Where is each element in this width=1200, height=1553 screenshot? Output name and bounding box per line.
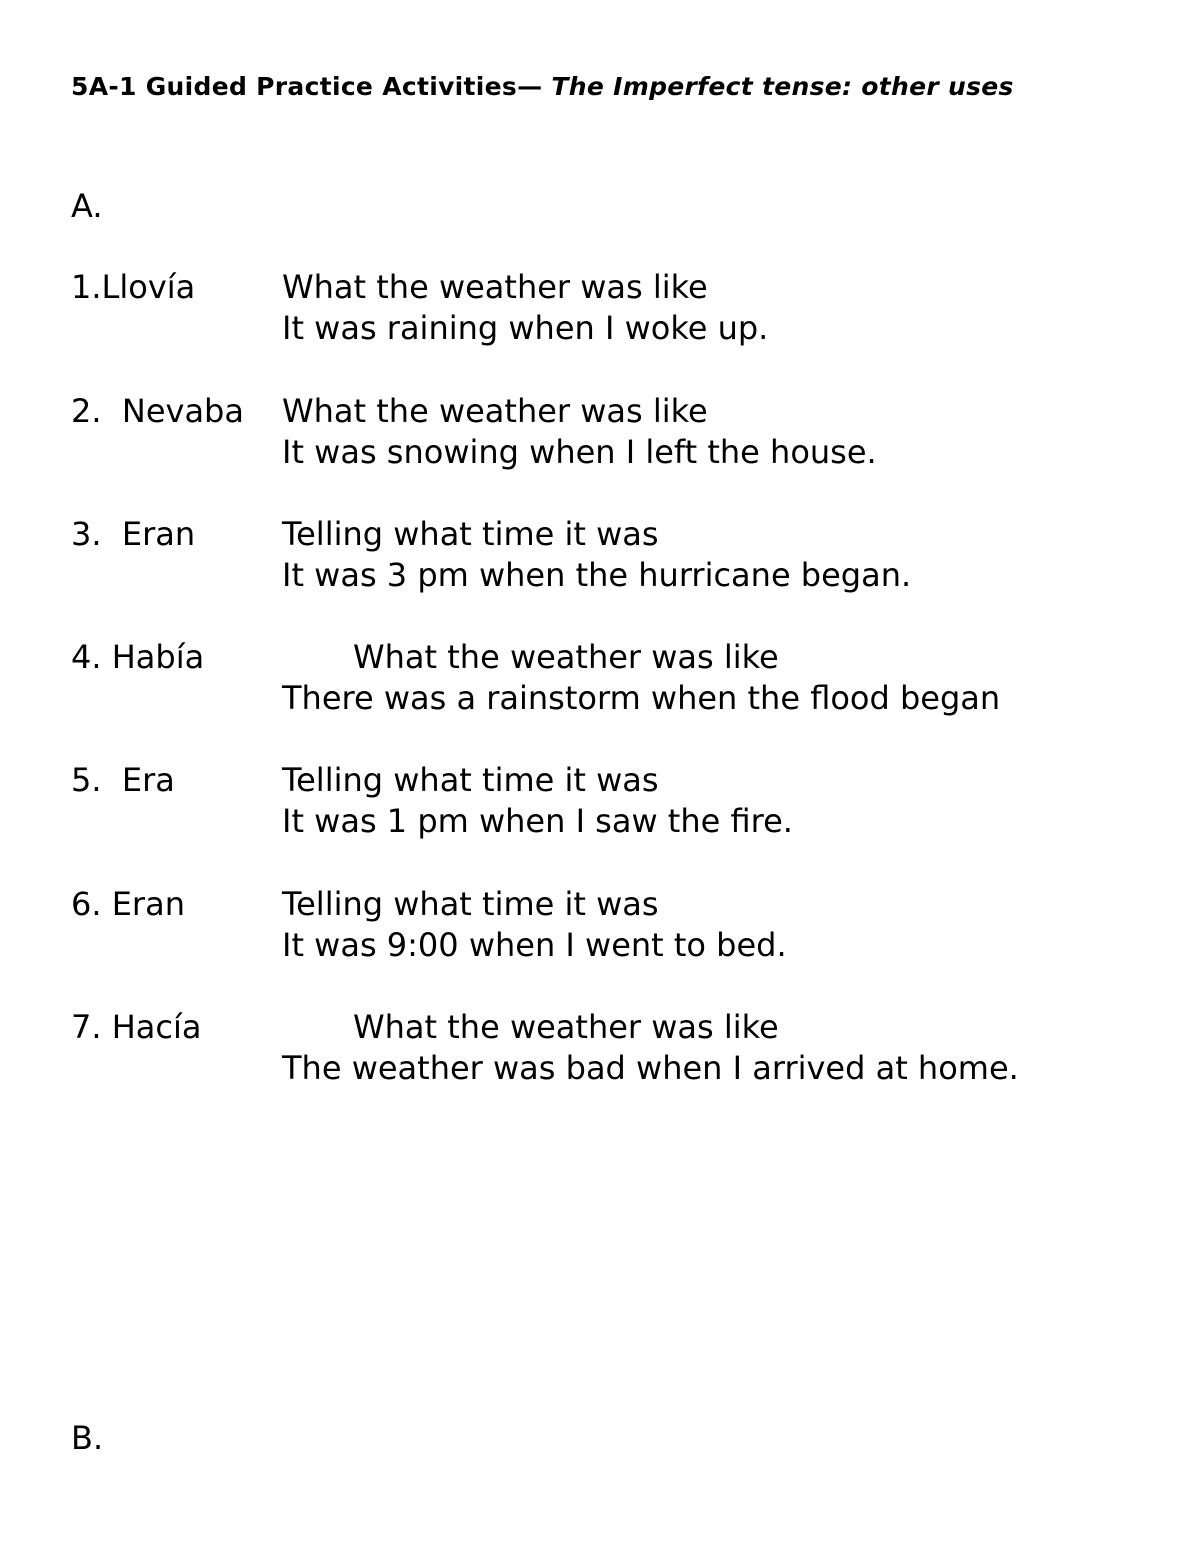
example-sentence: The weather was bad when I arrived at home.	[282, 1049, 1019, 1087]
usage-purpose: What the weather was like	[353, 638, 779, 676]
usage-purpose: Telling what time it was	[282, 761, 659, 799]
spanish-verb: 1.Llovía	[71, 268, 196, 306]
page-title	[71, 70, 1014, 104]
example-sentence: It was raining when I woke up.	[282, 309, 769, 347]
spanish-verb: 4. Había	[71, 638, 205, 676]
example-sentence: It was 1 pm when I saw the fire.	[282, 802, 793, 840]
usage-purpose: What the weather was like	[353, 1008, 779, 1046]
section-a-label: A.	[71, 187, 103, 225]
usage-purpose: Telling what time it was	[282, 885, 659, 923]
usage-purpose: Telling what time it was	[282, 515, 659, 553]
example-sentence: It was 3 pm when the hurricane began.	[282, 556, 912, 594]
spanish-verb: 3. Eran	[71, 515, 196, 553]
example-sentence: It was 9:00 when I went to bed.	[282, 926, 787, 964]
usage-purpose: What the weather was like	[282, 268, 708, 306]
spanish-verb: 2. Nevaba	[71, 392, 244, 430]
title-italic: The Imperfect tense: other uses	[551, 72, 1014, 101]
spanish-verb: 7. Hacía	[71, 1008, 202, 1046]
usage-purpose: What the weather was like	[282, 392, 708, 430]
spanish-verb: 6. Eran	[71, 885, 185, 923]
section-b-label: B.	[71, 1419, 104, 1457]
example-sentence: It was snowing when I left the house.	[282, 433, 877, 471]
title-prefix: 5A-1 Guided Practice Activities—	[71, 72, 543, 101]
example-sentence: There was a rainstorm when the flood began	[282, 679, 1001, 717]
spanish-verb: 5. Era	[71, 761, 175, 799]
